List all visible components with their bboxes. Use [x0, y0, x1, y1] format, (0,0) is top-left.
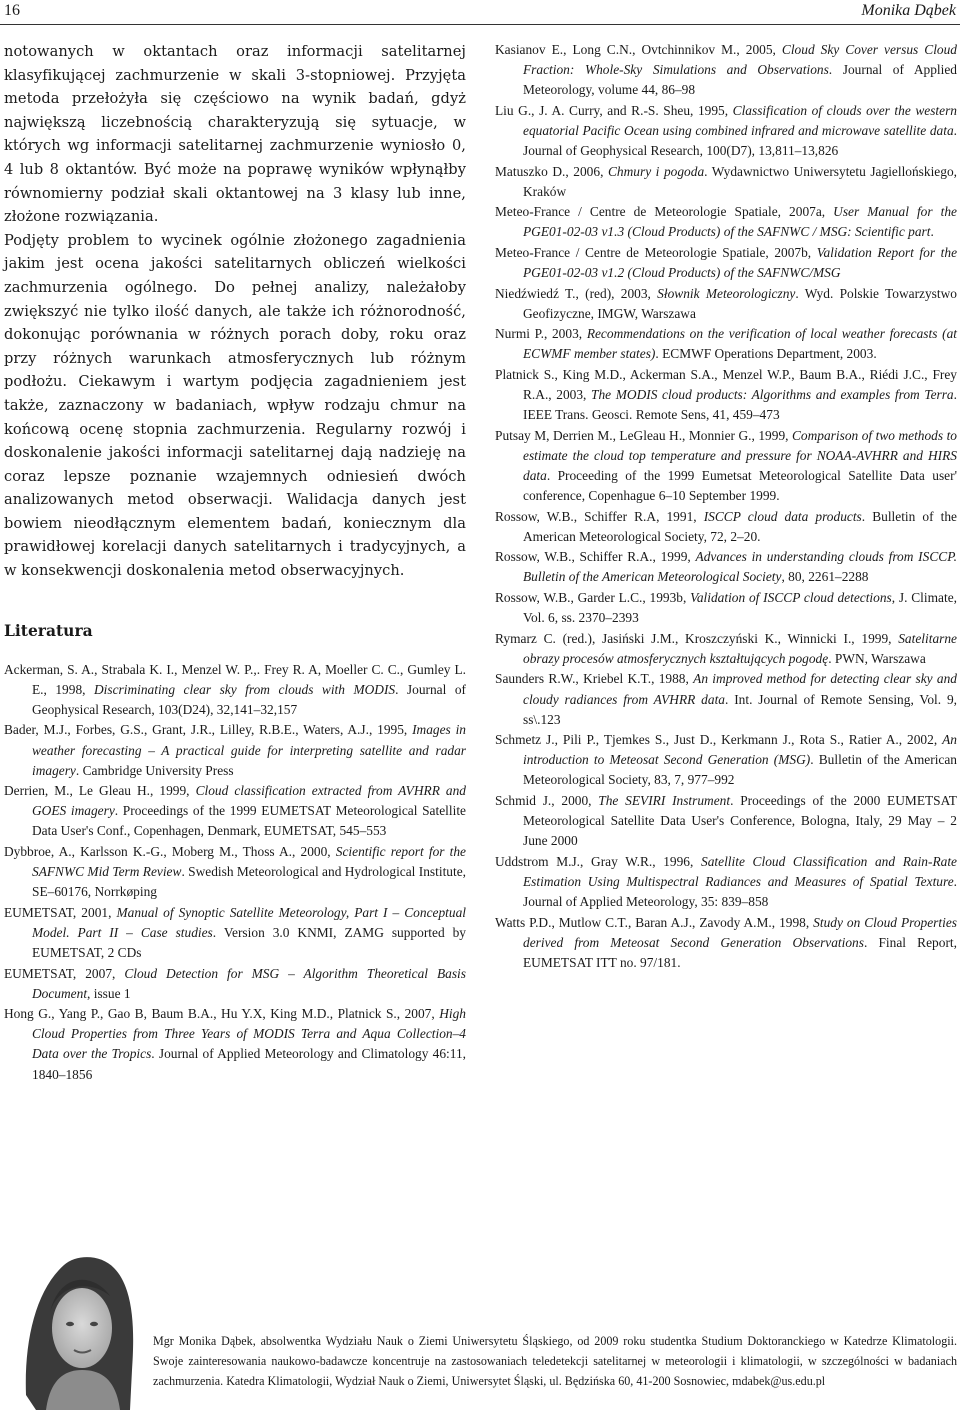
reference-source: . Proceedings of the 1999 EUMETSAT Meteorological Satellite Data User's Conf., Copenhagen, Denmark, EUMETSAT, 545–553: [32, 803, 466, 839]
reference-authors: Schmid J., 2000,: [495, 792, 599, 808]
reference-item: [4, 964, 466, 1004]
reference-authors: Bader, M.J., Forbes, G.S., Grant, J.R., Lilley, R.B.E., Waters, A.J., 1995,: [4, 722, 413, 738]
reference-source: . IEEE Trans. Geosci. Remote Sens, 41, 459–473: [523, 387, 957, 423]
reference-authors: Niedźwiedź T., (red), 2003,: [495, 285, 658, 301]
reference-item: [495, 202, 957, 242]
reference-title: ISCCP cloud data products: [703, 508, 862, 524]
reference-title: User Manual for the PGE01-02-03 v1.3 (Cloud Products) of the SAFNWC / MSG: Scientific part: [523, 204, 957, 240]
reference-list-right: [495, 40, 957, 973]
reference-item: [495, 852, 957, 912]
reference-item: [4, 1004, 466, 1084]
reference-authors: Rossow, W.B., Schiffer R.A., 1999,: [495, 549, 696, 565]
section-heading: Literatura: [4, 620, 93, 640]
body-paragraph: notowanych w oktantach oraz informacji satelitarnej klasyfikującej zachmurzenie w skali 3-stopniowej. Przyjęta metoda przełożyła się częściowo na wynik badań, gdyż największą liczebnością charakteryzują się sytuacje, w których wg informacji satelitarnej zachmurzenie wyniosło 0, 4 lub 8 oktantów. Być może na poprawę wyników wpłynąłby równomierny podział skali oktantowej na 3 klasy lub inne, złożone rozwiązania.: [4, 43, 466, 226]
reference-authors: Ackerman, S. A., Strabala K. I., Menzel W. P.,. Frey R. A, Moeller C. C., Gumley L. E., 1998,: [4, 661, 466, 697]
reference-authors: Kasianov E., Long C.N., Ovtchinnikov M., 2005,: [495, 42, 782, 57]
reference-title: Satellite Cloud Classification and Rain-Rate Estimation Using Multispectral Radiances and Measures of Spatial Texture: [523, 853, 957, 889]
reference-item: [495, 507, 957, 547]
reference-source: . Journal of Applied Meteorology, 35: 839–858: [523, 873, 957, 909]
reference-item: [495, 284, 957, 324]
reference-title: Satelitarne obrazy procesów atmosferycznych kształtujących pogodę: [523, 630, 957, 666]
reference-title: Recommendations on the verification of local weather forecasts (at ECWMF member states): [523, 326, 957, 362]
author-portrait: [6, 1220, 148, 1410]
reference-item: [495, 547, 957, 587]
reference-item: [4, 842, 466, 902]
reference-title: Classification of clouds over the western equatorial Pacific Ocean using combined infrared and microwave satellite data: [523, 102, 957, 138]
portrait-image: [6, 1220, 148, 1410]
reference-authors: Meteo-France / Centre de Meteorologie Spatiale, 2007a,: [495, 204, 834, 220]
reference-authors: Derrien, M., Le Gleau H., 1999,: [4, 783, 196, 799]
reference-title: Cloud classification extracted from AVHRR and GOES imagery: [32, 783, 466, 819]
reference-authors: Matuszko D., 2006,: [495, 163, 608, 179]
reference-title: Słownik Meteorologiczny: [657, 285, 796, 301]
reference-title: The MODIS cloud products: Algorithms and examples from Terra: [591, 387, 954, 403]
reference-item: [495, 365, 957, 425]
reference-item: [495, 243, 957, 283]
reference-title: Chmury i pogoda: [607, 163, 705, 179]
running-author: Monika Dąbek: [861, 2, 956, 19]
reference-authors: Nurmi P., 2003,: [495, 326, 587, 342]
reference-source: . Journal of Geophysical Research, 103(D24), 32,141–32,157: [32, 681, 466, 717]
reference-authors: Putsay M, Derrien M., LeGleau H., Monnier G., 1999,: [495, 427, 792, 443]
reference-item: [495, 324, 957, 364]
reference-source: , 80, 2261–2288: [781, 569, 869, 585]
reference-authors: EUMETSAT, 2007,: [4, 965, 125, 981]
reference-source: . Wydawnictwo Uniwersytetu Jagiellońskiego, Kraków: [523, 163, 957, 199]
reference-source: , J. Climate, Vol. 6, ss. 2370–2393: [523, 590, 957, 626]
reference-authors: Watts P.D., Mutlow C.T., Baran A.J., Zavody A.M., 1998,: [495, 914, 814, 930]
reference-item: [495, 913, 957, 973]
reference-item: [495, 162, 957, 202]
reference-source: . Journal of Geophysical Research, 100(D7), 13,811–13,826: [523, 122, 957, 158]
reference-title: An introduction to Meteosat Second Generation (MSG): [523, 732, 957, 768]
reference-source: .: [930, 224, 934, 240]
reference-authors: Meteo-France / Centre de Meteorologie Spatiale, 2007b,: [495, 244, 817, 260]
reference-source: . Version 3.0 KNMI, ZAMG supported by EUMETSAT, 2 CDs: [32, 924, 466, 960]
reference-authors: Rossow, W.B., Garder L.C., 1993b,: [495, 590, 691, 606]
reference-authors: Rossow, W.B., Schiffer R.A, 1991,: [495, 508, 704, 524]
reference-authors: EUMETSAT, 2001,: [4, 904, 117, 920]
reference-source: . Bulletin of the American Meteorological Society, 72, 2–20.: [523, 508, 957, 544]
reference-item: [4, 903, 466, 963]
reference-item: [495, 101, 957, 161]
reference-source: . ECMWF Operations Department, 2003.: [655, 346, 877, 362]
reference-authors: Saunders R.W., Kriebel K.T., 1988,: [495, 671, 694, 687]
reference-title: Cloud Sky Cover versus Cloud Fraction: Whole-Sky Simulations and Observations: [523, 42, 957, 78]
reference-authors: Schmetz J., Pili P., Tjemkes S., Just D., Kerkmann J., Rota S., Ratier A., 2002,: [495, 732, 943, 748]
reference-source: . Final Report, EUMETSAT ITT no. 97/181.: [523, 934, 957, 970]
reference-item: [495, 588, 957, 628]
reference-title: Discriminating clear sky from clouds with MODIS: [93, 681, 396, 697]
reference-authors: Liu G., J. A. Curry, and R.-S. Sheu, 1995,: [495, 102, 733, 118]
reference-title: Comparison of two methods to estimate the cloud top temperature and pressure for NOAA-AVHRR and HIRS data: [523, 427, 957, 483]
reference-authors: Uddstrom M.J., Gray W.R., 1996,: [495, 853, 702, 869]
reference-item: [4, 660, 466, 720]
reference-item: [495, 426, 957, 506]
reference-source: , issue 1: [87, 985, 131, 1001]
reference-title: Images in weather forecasting – A practical guide for interpreting satellite and radar imagery: [32, 722, 466, 778]
reference-source: . Journal of Applied Meteorology, volume 44, 86–98: [523, 62, 957, 98]
body-text: [4, 40, 466, 583]
reference-title: Scientific report for the SAFNWC Mid Term Review: [32, 844, 466, 880]
header-rule: [0, 24, 960, 25]
reference-source: . Cambridge University Press: [75, 762, 234, 778]
reference-source: . Swedish Meteorological and Hydrological Institute, SE–60176, Norrkøping: [32, 864, 466, 900]
reference-item: [495, 730, 957, 790]
reference-authors: Hong G., Yang P., Gao B, Baum B.A., Hu Y.X, King M.D., Platnick S., 2007,: [4, 1006, 440, 1022]
reference-title: The SEVIRI Instrument: [598, 792, 731, 808]
reference-item: [4, 720, 466, 780]
reference-authors: Rymarz C. (red.), Jasiński J.M., Kroszczyński K., Winnicki I., 1999,: [495, 630, 899, 646]
reference-title: Validation of ISCCP cloud detections: [690, 590, 892, 606]
reference-list-left: [4, 660, 466, 1085]
page-number: 16: [4, 2, 20, 19]
reference-source: . Bulletin of the American Meteorological Society, 83, 7, 977–992: [523, 752, 958, 788]
reference-item: [495, 669, 957, 729]
reference-title: Cloud Detection for MSG – Algorithm Theoretical Basis Document: [32, 965, 466, 1001]
reference-authors: Platnick S., King M.D., Ackerman S.A., Menzel W.P., Baum B.A., Riédi J.C., Frey R.A., 2003,: [495, 367, 957, 403]
body-paragraph: Podjęty problem to wycinek ogólnie złożonego zagadnienia jakim jest ocena jakości satelitarnych obliczeń wielkości zachmurzenia ogólnego. Do pełnej analizy, należałoby zwiększyć nie tylko ilość danych, ale także ich różnorodność, dokonując porównania w różnych porach doby, roku oraz przy różnych warunkach atmosferycznych lub różnym podłożu. Ciekawym i wartym podjęcia zagadnieniem jest także, zaznaczony w badaniach, wpływ rodzaju chmur na końcową ocenę stopnia zachmurzenia. Regularny rozwój i doskonalenie jakości informacji satelitarnej dają nadzieję na coraz lepsze poznanie wzajemnych odniesień dwóch analizowanych metod obserwacji. Walidacja danych jest bowiem nieodłącznym elementem badań, koniecznym dla prawidłowej korelacji danych satelitarnych i tradycyjnych, a w konsekwencji doskonalenia metod obserwacyjnych.: [4, 231, 466, 580]
reference-source: . Proceedings of the 2000 EUMETSAT Meteorological Satellite Data User's Conference, Bologna, Italy, 29 May – 2 June 2000: [523, 792, 957, 849]
reference-source: . Int. Journal of Remote Sensing, Vol. 9, ss\.123: [523, 691, 958, 727]
page-header: [0, 0, 960, 22]
reference-source: . PWN, Warszawa: [828, 650, 926, 666]
reference-item: [495, 791, 957, 851]
reference-source: . Wyd. Polskie Towarzystwo Geofizyczne, IMGW, Warszawa: [523, 285, 957, 321]
reference-title: Validation Report for the PGE01-02-03 v1.2 (Cloud Products) of the SAFNWC/MSG: [523, 244, 958, 281]
reference-authors: Dybbroe, A., Karlsson K.-G., Moberg M., Thoss A., 2000,: [4, 844, 336, 859]
reference-item: [4, 781, 466, 841]
reference-title: Study on Cloud Properties derived from Meteosat Second Generation Observations: [523, 914, 957, 950]
reference-title: Advances in understanding clouds from ISCCP. Bulletin of the American Meteorological Society: [523, 549, 957, 585]
right-column: [495, 40, 957, 973]
reference-item: [495, 40, 957, 100]
reference-title: An improved method for detecting clear sky and cloudy radiances from AVHRR data: [523, 671, 957, 707]
reference-title: Manual of Synoptic Satellite Meteorology, Part I – Conceptual Model. Part II – Case studies: [32, 904, 466, 940]
reference-item: [495, 629, 957, 669]
reference-source: . Proceeding of the 1999 Eumetsat Meteorological Satellite Data user' conference, Copenhague 6–10 September 1999.: [523, 467, 957, 504]
reference-title: High Cloud Properties from Three Years of MODIS Terra and Aqua Collection–4 Data over the Tropics: [32, 1006, 466, 1062]
left-column: [4, 40, 466, 1085]
reference-source: . Journal of Applied Meteorology and Climatology 46:11, 1840–1856: [32, 1046, 466, 1082]
author-bio: Mgr Monika Dąbek, absolwentka Wydziału Nauk o Ziemi Uniwersytetu Śląskiego, od 2009 roku studentka Studium Doktoranckiego w Katedrze Klimatologii. Swoje zainteresowania naukowo-badawcze koncentruje na zastosowaniach teledetekcji satelitarnej w meteorologii i klimatologii, w szczególności w badaniach zachmurzenia. Katedra Klimatologii, Wydział Nauk o Ziemi, Uniwersytet Śląski, ul. Będzińska 60, 41-200 Sosnowiec, mdabek@us.edu.pl: [153, 1334, 957, 1388]
